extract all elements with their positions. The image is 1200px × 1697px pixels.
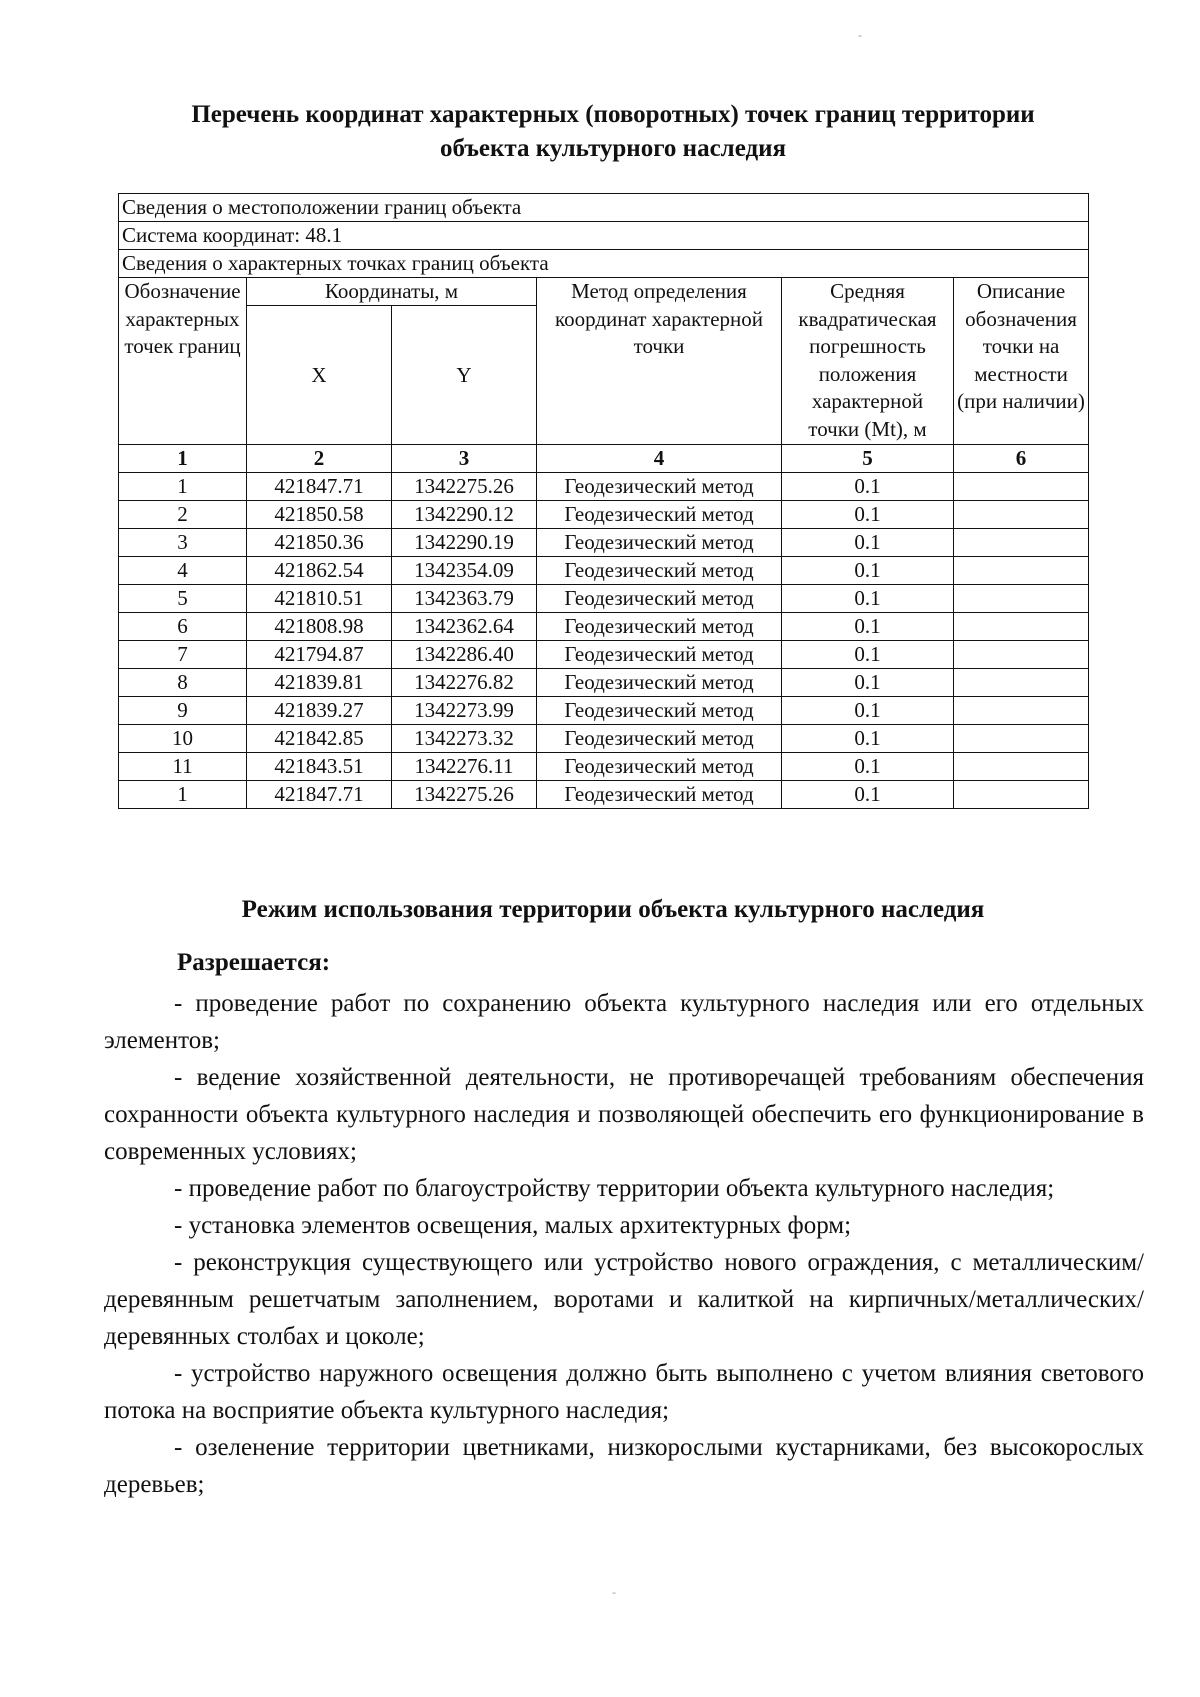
cell-x: 421842.85 — [247, 725, 392, 753]
allowed-item: - устройство наружного освещения должно быть выполнено с учетом влияния светового потока на восприятие объекта культурного наследия; — [104, 1360, 1144, 1424]
table-row — [119, 697, 1089, 725]
cell-point: 1 — [119, 473, 247, 501]
cell-y: 1342290.12 — [392, 501, 537, 529]
column-number: 3 — [392, 445, 537, 473]
cell-description — [954, 613, 1089, 641]
cell-error: 0.1 — [782, 501, 954, 529]
allowed-item: - реконструкция существующего или устройство нового ограждения, с металлическим/деревянным решетчатым заполнением, воротами и калиткой на кирпичных/металлических/деревянных столбах и цоколе; — [104, 1249, 1144, 1350]
cell-error: 0.1 — [782, 613, 954, 641]
cell-x: 421808.98 — [247, 613, 392, 641]
cell-description — [954, 585, 1089, 613]
cell-error: 0.1 — [782, 753, 954, 781]
header-coordinates: Координаты, м — [247, 278, 537, 306]
cell-method: Геодезический метод — [537, 501, 782, 529]
cell-error: 0.1 — [782, 781, 954, 809]
header-method: Метод определения координат характерной точки — [537, 278, 782, 445]
column-number: 6 — [954, 445, 1089, 473]
allowed-item: - проведение работ по благоустройству территории объекта культурного наследия; — [174, 1175, 1055, 1202]
cell-x: 421847.71 — [247, 781, 392, 809]
cell-x: 421839.27 — [247, 697, 392, 725]
cell-method: Геодезический метод — [537, 529, 782, 557]
cell-point: 3 — [119, 529, 247, 557]
header-y: Y — [392, 306, 537, 445]
cell-y: 1342363.79 — [392, 585, 537, 613]
allowed-list — [104, 985, 1144, 1503]
cell-description — [954, 557, 1089, 585]
cell-description — [954, 529, 1089, 557]
cell-description — [954, 473, 1089, 501]
cell-point: 2 — [119, 501, 247, 529]
cell-method: Геодезический метод — [537, 669, 782, 697]
allowed-item: - проведение работ по сохранению объекта культурного наследия или его отдельных элементов; — [104, 990, 1144, 1054]
cell-error: 0.1 — [782, 697, 954, 725]
info-row-coordinate-system: Система координат: 48.1 — [119, 222, 1089, 250]
cell-point: 9 — [119, 697, 247, 725]
cell-error: 0.1 — [782, 473, 954, 501]
cell-x: 421839.81 — [247, 669, 392, 697]
scan-speck: - — [612, 1585, 616, 1599]
cell-y: 1342276.11 — [392, 753, 537, 781]
header-description: Описание обозначения точки на местности (при наличии) — [954, 278, 1089, 445]
column-number: 4 — [537, 445, 782, 473]
cell-x: 421810.51 — [247, 585, 392, 613]
table-row — [119, 753, 1089, 781]
cell-y: 1342286.40 — [392, 641, 537, 669]
cell-y: 1342290.19 — [392, 529, 537, 557]
title-line-1: Перечень координат характерных (поворотных) точек границ территории — [191, 101, 1035, 128]
cell-y: 1342275.26 — [392, 781, 537, 809]
cell-point: 8 — [119, 669, 247, 697]
allowed-item: - установка элементов освещения, малых архитектурных форм; — [174, 1212, 852, 1239]
cell-point: 10 — [119, 725, 247, 753]
cell-y: 1342362.64 — [392, 613, 537, 641]
cell-error: 0.1 — [782, 725, 954, 753]
cell-method: Геодезический метод — [537, 473, 782, 501]
header-point-designation: Обозначение характерных точек границ — [119, 278, 247, 445]
cell-y: 1342275.26 — [392, 473, 537, 501]
cell-method: Геодезический метод — [537, 753, 782, 781]
cell-description — [954, 669, 1089, 697]
info-row-location: Сведения о местоположении границ объекта — [119, 194, 1089, 222]
regime-title: Режим использования территории объекта культурного наследия — [241, 896, 985, 923]
info-row-points: Сведения о характерных точках границ объекта — [119, 250, 1089, 278]
allowed-label: Разрешается: — [177, 949, 331, 976]
cell-description — [954, 753, 1089, 781]
cell-description — [954, 501, 1089, 529]
allowed-item: - озеленение территории цветниками, низкорослыми кустарниками, без высокорослых деревьев; — [104, 1434, 1144, 1498]
cell-point: 6 — [119, 613, 247, 641]
cell-method: Геодезический метод — [537, 781, 782, 809]
table-row — [119, 473, 1089, 501]
table-row — [119, 641, 1089, 669]
cell-x: 421850.58 — [247, 501, 392, 529]
header-error: Средняя квадратическая погрешность положения характерной точки (Mt), м — [782, 278, 954, 445]
cell-y: 1342273.32 — [392, 725, 537, 753]
cell-description — [954, 781, 1089, 809]
column-number: 5 — [782, 445, 954, 473]
cell-x: 421843.51 — [247, 753, 392, 781]
table-row — [119, 501, 1089, 529]
cell-point: 1 — [119, 781, 247, 809]
cell-point: 11 — [119, 753, 247, 781]
column-number: 1 — [119, 445, 247, 473]
cell-y: 1342273.99 — [392, 697, 537, 725]
column-numbers-row — [119, 445, 1089, 473]
cell-method: Геодезический метод — [537, 613, 782, 641]
cell-error: 0.1 — [782, 669, 954, 697]
table-row — [119, 669, 1089, 697]
scan-speck: - — [858, 28, 862, 42]
column-number: 2 — [247, 445, 392, 473]
cell-method: Геодезический метод — [537, 641, 782, 669]
cell-x: 421794.87 — [247, 641, 392, 669]
cell-error: 0.1 — [782, 641, 954, 669]
table-row — [119, 585, 1089, 613]
cell-error: 0.1 — [782, 557, 954, 585]
cell-description — [954, 641, 1089, 669]
document-title — [118, 98, 1108, 166]
title-line-2: объекта культурного наследия — [439, 135, 787, 162]
cell-description — [954, 725, 1089, 753]
table-row — [119, 529, 1089, 557]
cell-method: Геодезический метод — [537, 585, 782, 613]
cell-error: 0.1 — [782, 529, 954, 557]
cell-point: 4 — [119, 557, 247, 585]
cell-method: Геодезический метод — [537, 557, 782, 585]
cell-x: 421850.36 — [247, 529, 392, 557]
cell-x: 421862.54 — [247, 557, 392, 585]
cell-x: 421847.71 — [247, 473, 392, 501]
table-body — [119, 473, 1089, 809]
cell-y: 1342354.09 — [392, 557, 537, 585]
header-x: X — [247, 306, 392, 445]
cell-point: 5 — [119, 585, 247, 613]
table-row — [119, 557, 1089, 585]
cell-description — [954, 697, 1089, 725]
cell-point: 7 — [119, 641, 247, 669]
table-row — [119, 613, 1089, 641]
coordinates-table — [118, 193, 1089, 809]
table-row — [119, 781, 1089, 809]
cell-error: 0.1 — [782, 585, 954, 613]
table-row — [119, 725, 1089, 753]
cell-method: Геодезический метод — [537, 725, 782, 753]
allowed-item: - ведение хозяйственной деятельности, не противоречащей требованиям обеспечения сохранности объекта культурного наследия и позволяющей обеспечить его функционирование в современных условиях; — [104, 1064, 1144, 1165]
cell-y: 1342276.82 — [392, 669, 537, 697]
cell-method: Геодезический метод — [537, 697, 782, 725]
